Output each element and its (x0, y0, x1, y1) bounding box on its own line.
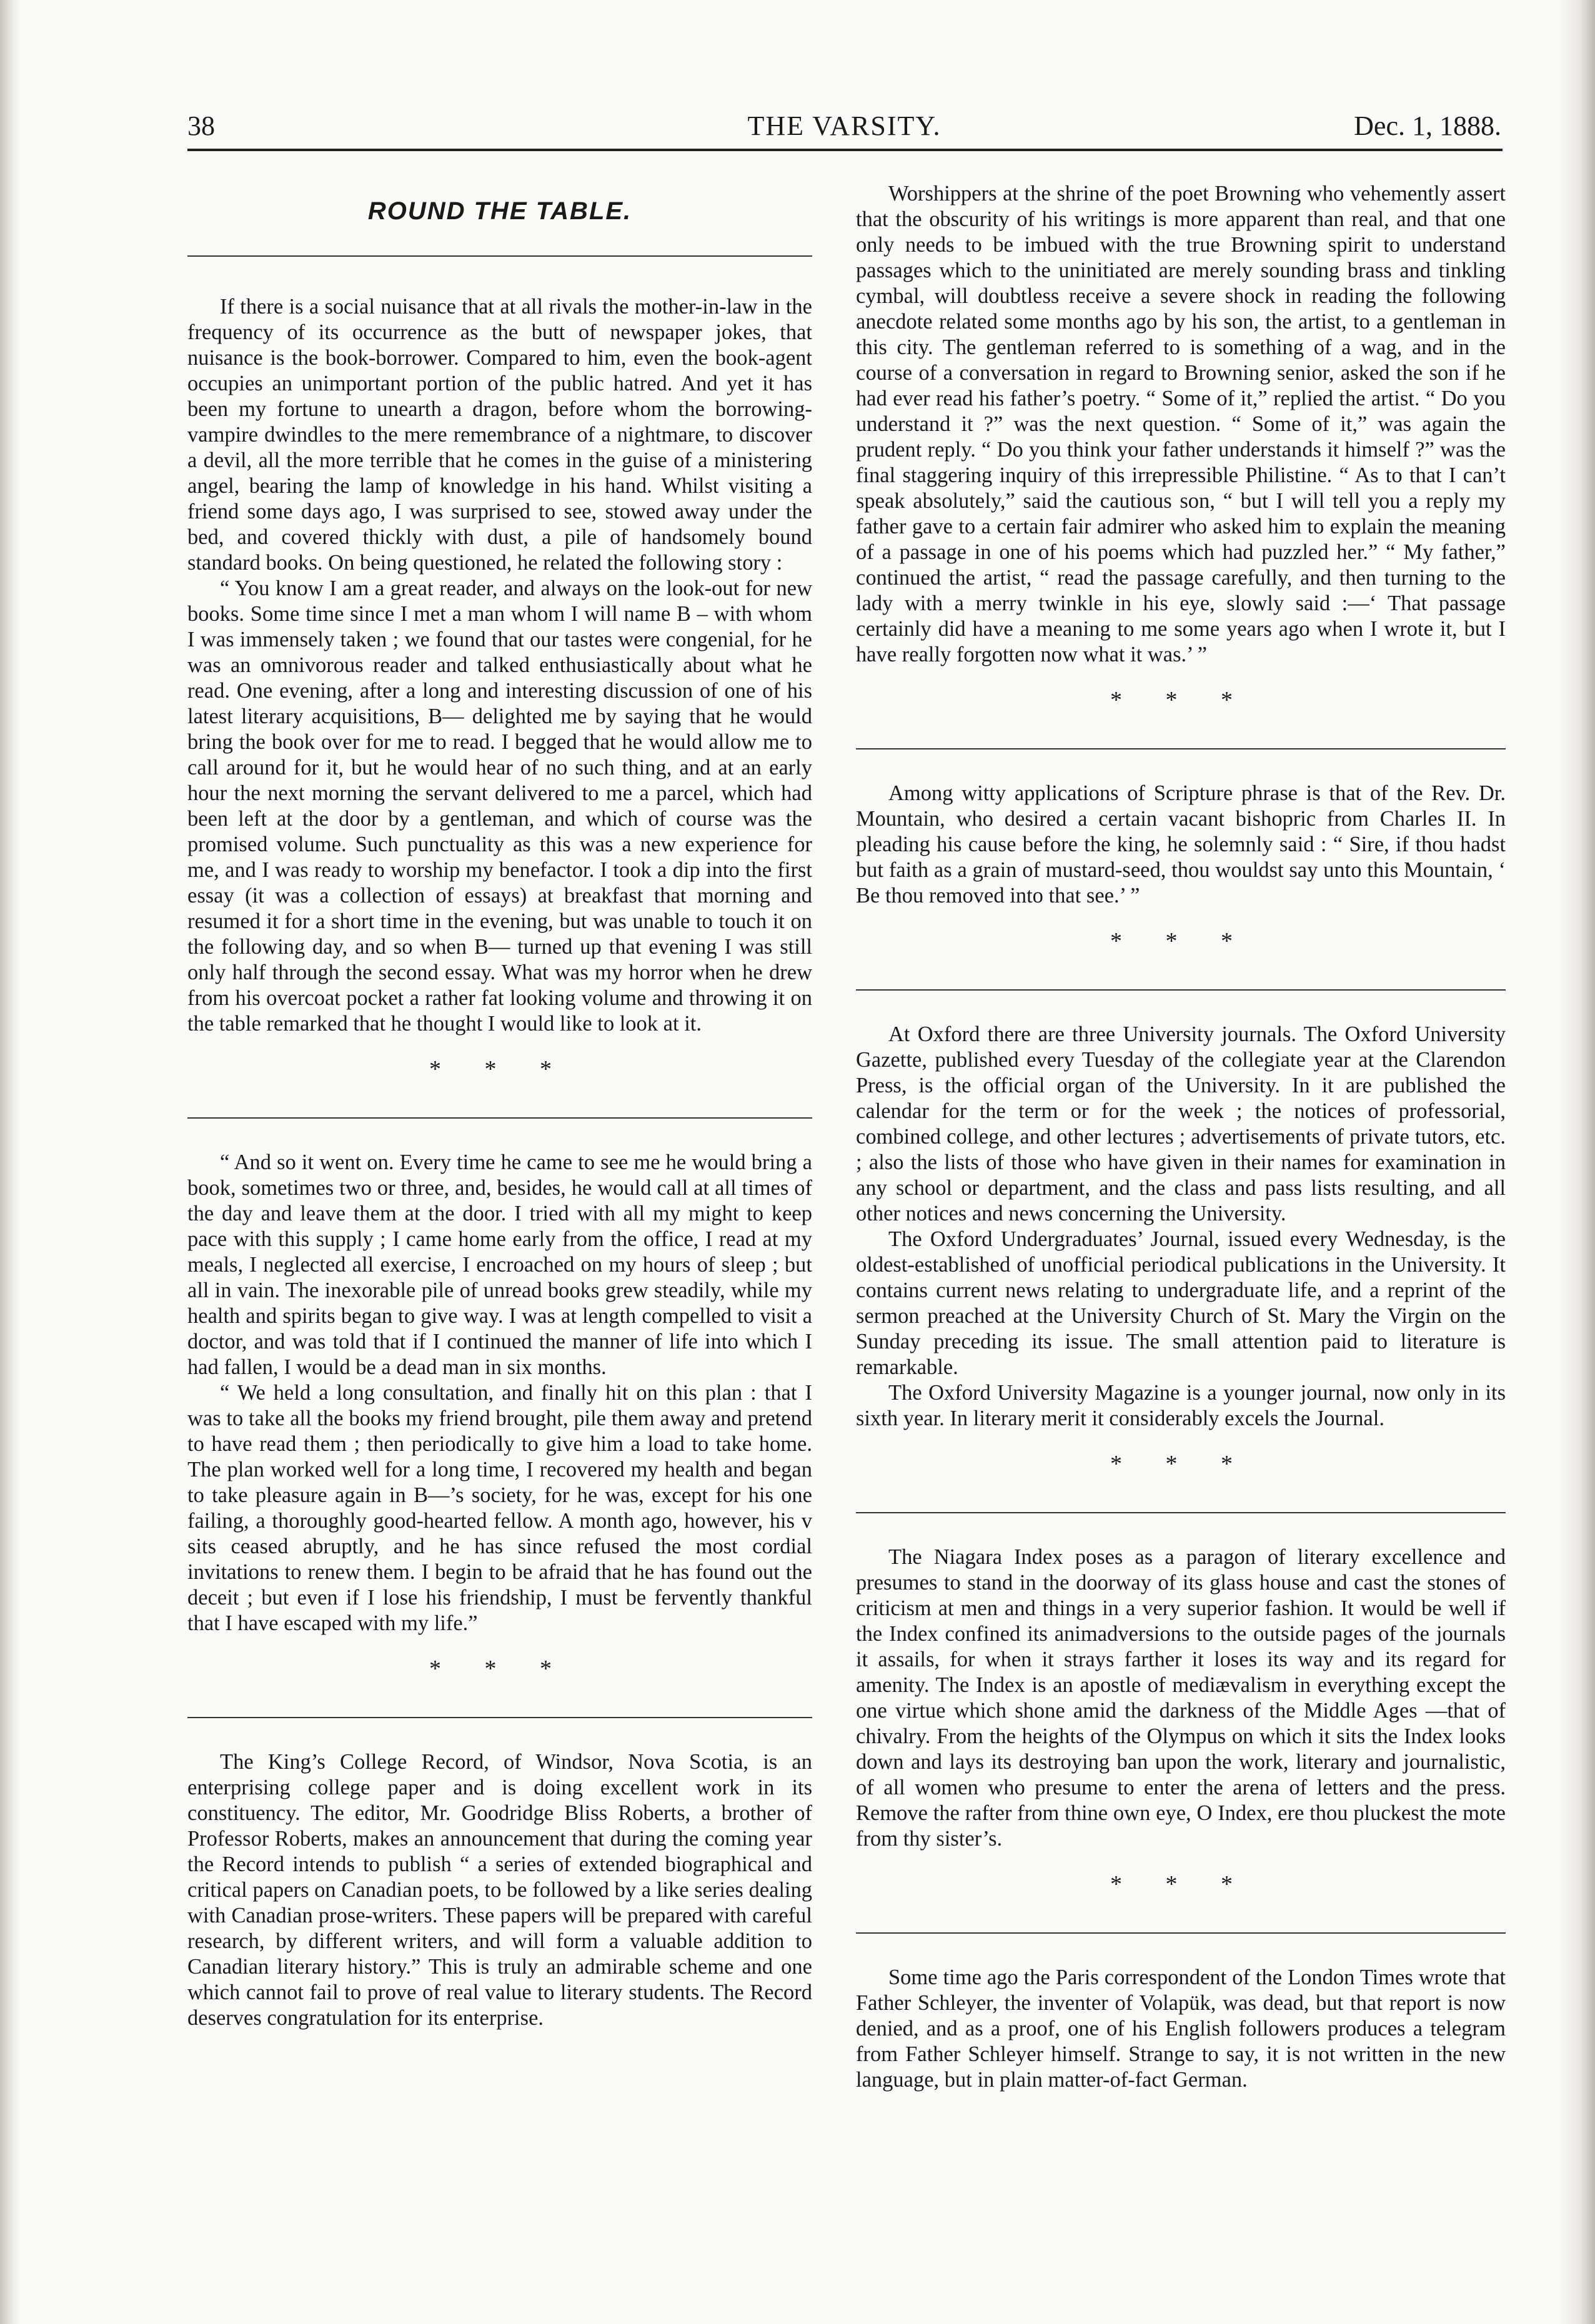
left-column (187, 181, 812, 2031)
paragraph: Some time ago the Paris correspondent of the London Times wrote that Father Schleyer, the inventer of Volapük, was dead, but that report is now denied, and as a proof, one of his English followers produces a telegram from Father Schleyer himself. Strange to say, it is not written in the new language, but in plain matter-of-fact German. (856, 1966, 1506, 2092)
paragraph: Among witty applications of Scripture phrase is that of the Rev. Dr. Mountain, who desired a certain vacant bishopric from Charles II. In pleading his cause before the king, he solemnly said : “ Sire, if thou hadst but faith as a grain of mustard-seed, thou wouldst say unto this Mountain, ‘ Be thou removed into that see.’ ” (856, 781, 1506, 907)
paragraph: The Niagara Index poses as a paragon of literary excellence and presumes to stand in the doorway of its glass house and cast the stones of criticism at men and things in a very superior fashion. It would be well if the Index confined its animadversions to the outside pages of the journals it assails, for when it strays farther it loses its way and its regard for amenity. The Index is an apostle of mediævalism in everything except the one virtue which shone amid the darkness of the Middle Ages —that of chivalry. From the heights of the Olympus on which it sits the Index looks down and lays its destroying ban upon the work, literary and journalistic, of all women who presume to enter the arena of letters and the press. Remove the rafter from thine own eye, O Index, ere thou pluckest the mote from thy sister’s. (856, 1545, 1506, 1851)
divider-rule (187, 1717, 812, 1718)
header-rule (187, 149, 1503, 151)
title-rule (187, 255, 812, 257)
paragraph: Worshippers at the shrine of the poet Browning who vehemently assert that the obscurity of his writings is more apparent than real, and that one only needs to be imbued with the true Browning spirit to understand passages which to the uninitiated are merely sounding brass and tinkling cymbal, will doubtless receive a severe shock in reading the following anecdote related some months ago by his son, the artist, to a gentleman in this city. The gentleman referred to is something of a wag, and in the course of a conversation in regard to Browning senior, asked the son if he had ever read his father’s poetry. “ Some of it,” replied the artist. “ Do you understand it ?” was the next question. “ Some of it,” was again the prudent reply. “ Do you think your father understands it himself ?” was the final staggering inquiry of this irrepressible Philistine. “ As to that I can’t speak absolutely,” said the cautious son, “ but I will tell you a reply my father gave to a certain fair admirer who asked him to explain the meaning of a passage in one of his poems which had puzzled her.” “ My father,” continued the artist, “ read the passage carefully, and then turning to the lady with a merry twinkle in his eye, slowly said :—‘ That passage certainly did have a meaning to me some years ago when I wrote it, but I have really forgotten now what it was.’ ” (856, 182, 1506, 666)
paragraph: The King’s College Record, of Windsor, Nova Scotia, is an enterprising college paper and is doing excellent work in its constituency. The editor, Mr. Goodridge Bliss Roberts, a brother of Professor Roberts, makes an announcement that during the coming year the Record intends to publish “ a series of extended biographical and critical papers on Canadian poets, to be followed by a like series dealing with Canadian prose-writers. These papers will be prepared with careful research, by different writers, and will form a valuable addition to Canadian literary history.” This is truly an admirable scheme and one which cannot fail to prove of real value to literary students. The Record deserves congratulation for its enterprise. (187, 1750, 812, 2030)
page-number: 38 (187, 111, 215, 141)
section-divider-stars: * * * (1110, 1451, 1251, 1477)
page-edge-left (0, 0, 21, 2324)
paragraph: “ And so it went on. Every time he came to see me he would bring a book, sometimes two or three, and, besides, he would call at all times of the day and leave them at the door. I tried with all my might to keep pace with this supply ; I came home early from the office, I read at my meals, I neglected all exercise, I encroached on my hours of sleep ; but all in vain. The inexorable pile of unread books grew steadily, while my health and spirits began to give way. I was at length compelled to visit a doctor, and was told that if I continued the manner of life into which I had fallen, I would be a dead man in six months. (187, 1150, 812, 1379)
divider-rule (856, 1512, 1506, 1513)
right-column (856, 181, 1506, 2093)
paragraph: The Oxford University Magazine is a younger journal, now only in its sixth year. In literary merit it considerably excels the Journal. (856, 1381, 1506, 1430)
section-divider-stars: * * * (429, 1656, 570, 1682)
paragraph: “ You know I am a great reader, and always on the look-out for new books. Some time since I met a man whom I will name B – with whom I was immensely taken ; we found that our tastes were congenial, for he was an omnivorous reader and talked enthusiastically about what he read. One evening, after a long and interesting discussion of one of his latest literary acquisitions, B— delighted me by saying that he would bring the book over for me to read. I begged that he would allow me to call around for it, but he would hear of no such thing, and at an early hour the next morning the servant delivered to me a parcel, which had been left at the door by a gentleman, and which of course was the promised volume. Such punctuality as this was a new experience for me, and I was ready to worship my benefactor. I took a dip into the first essay (it was a collection of essays) at breakfast that morning and resumed it for a short time in the evening, but was unable to touch it on the following day, and so when B— turned up that evening I was still only half through the second essay. What was my horror when he drew from his overcoat pocket a rather fat looking volume and throwing it on the table remarked that he thought I would like to look at it. (187, 576, 812, 1036)
issue-date: Dec. 1, 1888. (1354, 111, 1501, 141)
journal-title: THE VARSITY. (747, 111, 942, 141)
divider-rule (856, 989, 1506, 991)
paragraph: “ We held a long consultation, and finally hit on this plan : that I was to take all the books my friend brought, pile them away and pretend to have read them ; then periodically to give him a load to take home. The plan worked well for a long time, I recovered my health and began to take pleasure again in B—’s society, for he was, except for his one failing, a thoroughly good-hearted fellow. A month ago, however, his v sits ceased abruptly, and he has since refused the most cordial invitations to renew them. I begin to be afraid that he has found out the deceit ; but even if I lose his friendship, I must be fervently thankful that I have escaped with my life.” (187, 1381, 812, 1635)
section-divider-stars: * * * (1110, 687, 1251, 713)
page-edge-right (1558, 0, 1595, 2324)
section-divider-stars: * * * (1110, 1871, 1251, 1897)
paragraph: The Oxford Undergraduates’ Journal, issued every Wednesday, is the oldest-established of unofficial periodical publications in the University. It contains current news relating to undergraduate life, and a reprint of the sermon preached at the University Church of St. Mary the Virgin on the Sunday preceding its issue. The small attention paid to literature is remarkable. (856, 1227, 1506, 1379)
page-header (187, 110, 1501, 154)
divider-rule (856, 748, 1506, 749)
divider-rule (187, 1117, 812, 1119)
section-divider-stars: * * * (1110, 928, 1251, 954)
paragraph: At Oxford there are three University journals. The Oxford University Gazette, published every Tuesday of the collegiate year at the Clarendon Press, is the official organ of the University. In it are published the calendar for the term or for the week ; the notices of professorial, combined college, and other lectures ; advertisements of private tutors, etc. ; also the lists of those who have given in their names for examination in any school or department, and the class and pass lists resulting, and all other notices and news concerning the University. (856, 1022, 1506, 1225)
section-divider-stars: * * * (429, 1056, 570, 1082)
section-title: ROUND THE TABLE. (367, 197, 632, 225)
divider-rule (856, 1932, 1506, 1934)
paragraph: If there is a social nuisance that at all rivals the mother-in-law in the frequency of its occurrence as the butt of newspaper jokes, that nuisance is the book-borrower. Compared to him, even the book-agent occupies an unimportant portion of the public hatred. And yet it has been my fortune to unearth a dragon, before whom the borrowing-vampire dwindles to the mere remembrance of a nightmare, to discover a devil, all the more terrible that he comes in the guise of a ministering angel, bearing the lamp of knowledge in his hand. Whilst visiting a friend some days ago, I was surprised to see, stowed away under the bed, and covered thickly with dust, a pile of handsomely bound standard books. On being questioned, he related the following story : (187, 295, 812, 575)
